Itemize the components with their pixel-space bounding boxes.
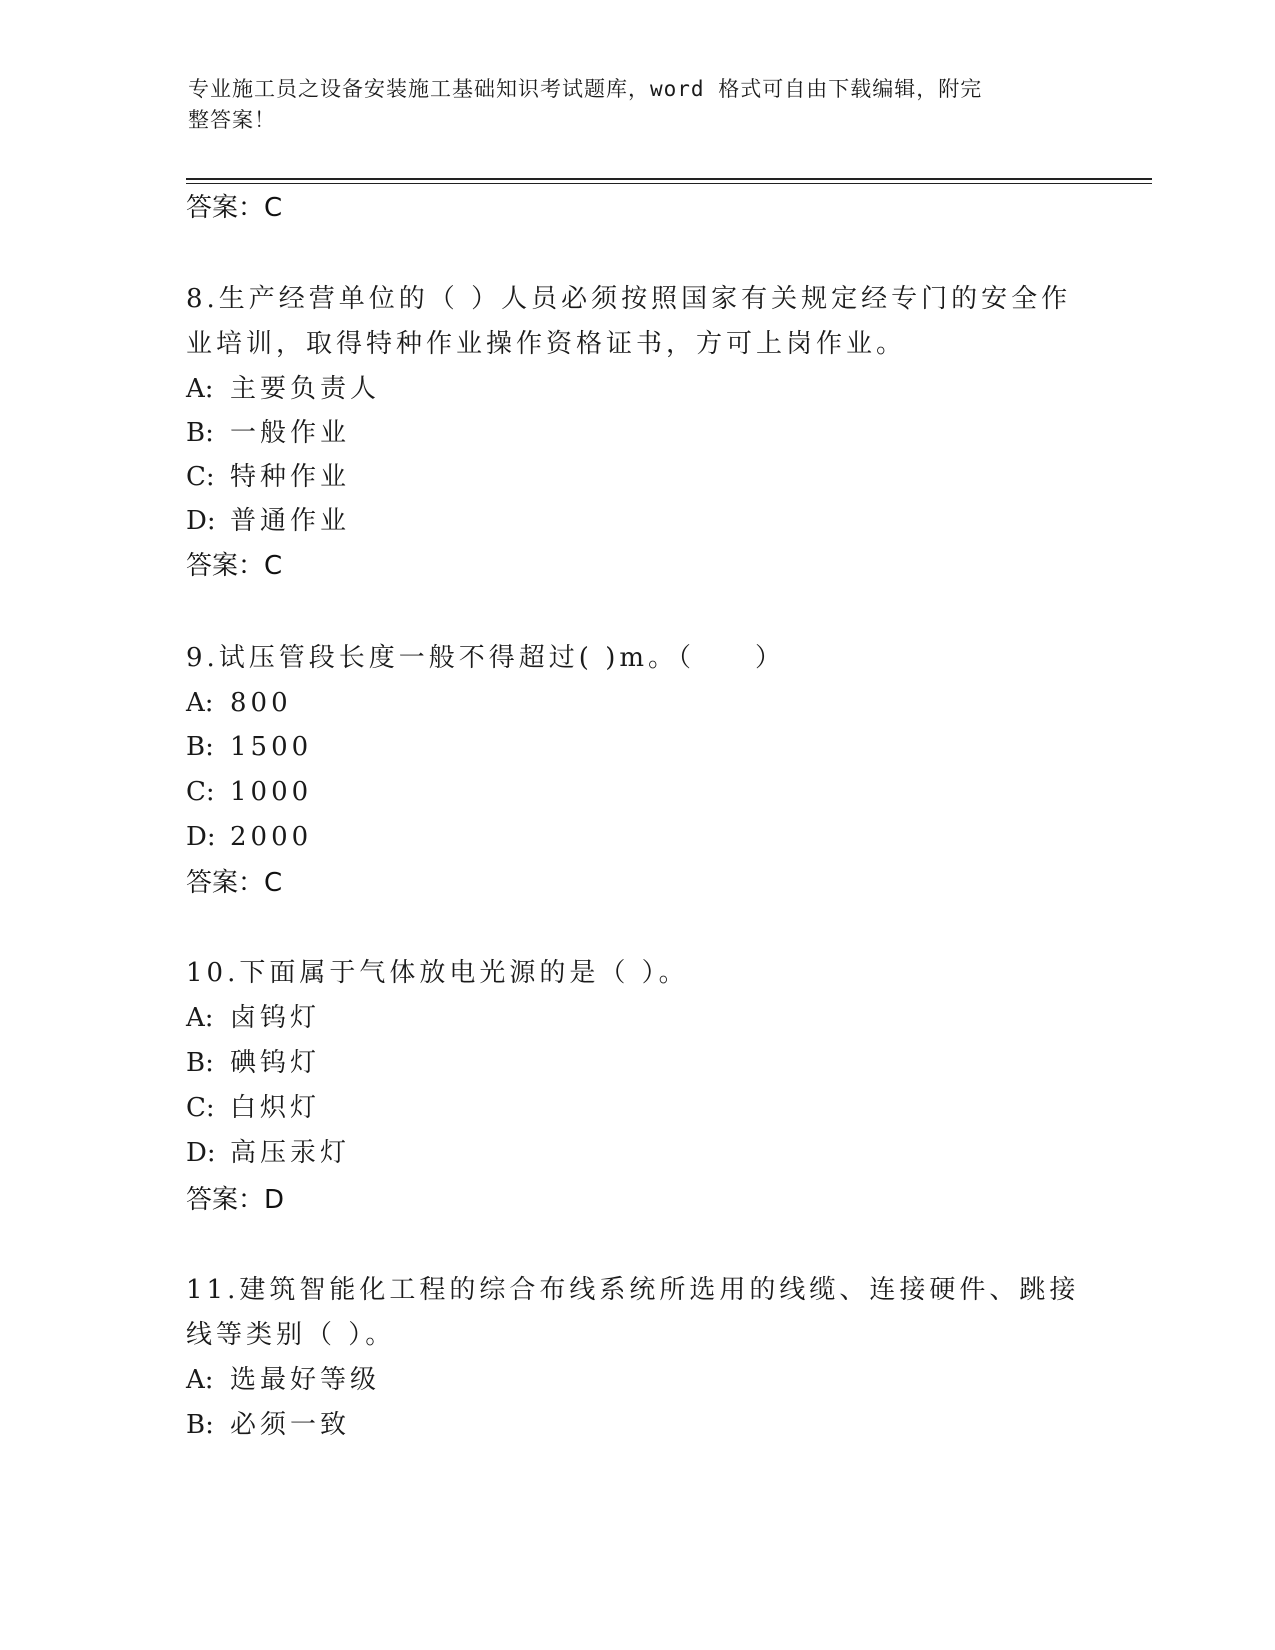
- option-text: 白炽灯: [230, 1093, 321, 1123]
- question-9-text: 9.试压管段长度一般不得超过( )m。（ ）: [186, 643, 786, 673]
- answer-line: 答案：C: [186, 193, 283, 223]
- option-text: 800: [230, 688, 292, 718]
- option-key: B:: [186, 732, 214, 762]
- option-row: [186, 1136, 350, 1170]
- option-row: [186, 460, 350, 494]
- option-text: 一般作业: [230, 418, 351, 448]
- header-line-1: 专业施工员之设备安装施工基础知识考试题库，word 格式可自由下载编辑，附完: [188, 77, 983, 101]
- option-row: [186, 416, 350, 450]
- option-row: [186, 1408, 350, 1442]
- option-text: 必须一致: [230, 1410, 351, 1440]
- option-key: B:: [186, 418, 214, 448]
- option-key: B:: [186, 1048, 214, 1078]
- option-text: 2000: [230, 822, 313, 852]
- option-key: C:: [186, 777, 215, 807]
- header-divider-thick: [186, 178, 1152, 180]
- option-row: [186, 1001, 320, 1035]
- option-row: [186, 820, 312, 854]
- option-text: 1500: [230, 732, 313, 762]
- option-key: A:: [186, 374, 214, 404]
- option-key: B:: [186, 1410, 214, 1440]
- option-text: 特种作业: [230, 462, 351, 492]
- option-row: [186, 372, 380, 406]
- header-line-2: 整答案！: [188, 108, 276, 132]
- question-11-text: 11.建筑智能化工程的综合布线系统所选用的线缆、连接硬件、跳接线等类别（ ）。: [186, 1275, 1080, 1350]
- option-row: [186, 686, 292, 720]
- option-text: 高压汞灯: [230, 1138, 351, 1168]
- option-text: 卤钨灯: [230, 1003, 321, 1033]
- option-key: A:: [186, 1003, 214, 1033]
- option-text: 主要负责人: [230, 374, 381, 404]
- option-text: 碘钨灯: [230, 1048, 321, 1078]
- option-row: [186, 730, 312, 764]
- option-key: A:: [186, 1365, 214, 1395]
- answer-line: 答案：C: [186, 868, 283, 898]
- question-10-text: 10.下面属于气体放电光源的是（ ）。: [186, 958, 689, 988]
- option-key: D:: [186, 1138, 216, 1168]
- header-divider-thin: [186, 183, 1152, 184]
- answer-line: 答案：D: [186, 1185, 285, 1215]
- option-row: [186, 775, 312, 809]
- option-text: 1000: [230, 777, 313, 807]
- option-key: D:: [186, 506, 216, 536]
- option-key: A:: [186, 688, 214, 718]
- option-row: [186, 1046, 320, 1080]
- question-8-text: 8.生产经营单位的（ ）人员必须按照国家有关规定经专门的安全作业培训，取得特种作业操作资格证书，方可上岗作业。: [186, 284, 1072, 359]
- option-key: C:: [186, 1093, 215, 1123]
- option-key: D:: [186, 822, 216, 852]
- option-key: C:: [186, 462, 215, 492]
- answer-line: 答案：C: [186, 551, 283, 581]
- option-text: 普通作业: [230, 506, 351, 536]
- option-row: [186, 1363, 380, 1397]
- option-row: [186, 504, 350, 538]
- document-header: [188, 74, 1088, 136]
- option-text: 选最好等级: [230, 1365, 381, 1395]
- option-row: [186, 1091, 320, 1125]
